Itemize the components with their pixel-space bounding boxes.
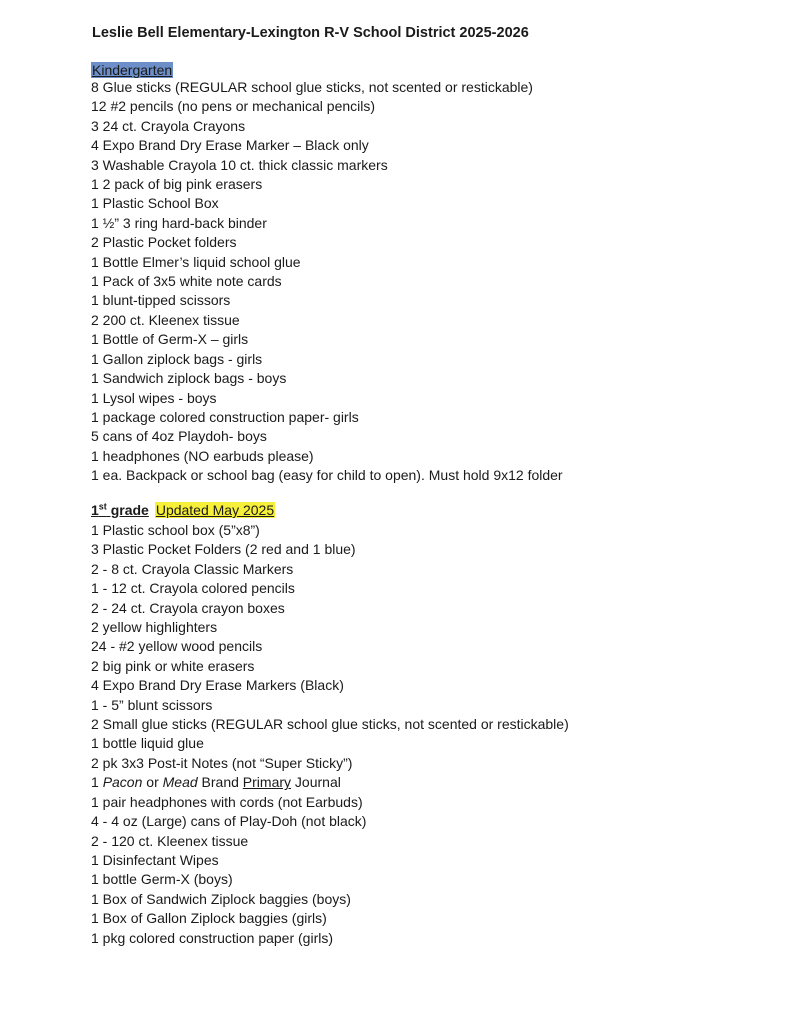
list-item: 1 blunt-tipped scissors (91, 292, 231, 309)
list-item: 1 Sandwich ziplock bags - boys (91, 370, 287, 387)
list-item: 3 24 ct. Crayola Crayons (91, 117, 246, 134)
document-title: Leslie Bell Elementary-Lexington R-V School District 2025-2026 (92, 25, 529, 41)
list-item: 1 - 12 ct. Crayola colored pencils (91, 580, 295, 597)
kindergarten-heading (91, 61, 173, 79)
list-item: 2 200 ct. Kleenex tissue (91, 311, 240, 328)
first-grade-heading (91, 501, 275, 520)
list-item: 1 Lysol wipes - boys (91, 389, 217, 406)
list-item: 1 headphones (NO earbuds please) (91, 447, 314, 464)
list-item: 4 Expo Brand Dry Erase Markers (Black) (91, 677, 344, 694)
list-item: 1 package colored construction paper- girls (91, 408, 359, 425)
list-item: 3 Plastic Pocket Folders (2 red and 1 blue) (91, 541, 356, 558)
list-item: 1 Box of Sandwich Ziplock baggies (boys) (91, 890, 351, 907)
list-item: 1 Box of Gallon Ziplock baggies (girls) (91, 910, 327, 927)
list-item: 1 Bottle of Germ-X – girls (91, 331, 249, 348)
list-item: 1 ea. Backpack or school bag (easy for child to open). Must hold 9x12 folder (91, 467, 563, 484)
list-item: 1 Plastic School Box (91, 195, 219, 212)
list-item: 1 pkg colored construction paper (girls) (91, 929, 334, 946)
list-item: 8 Glue sticks (REGULAR school glue sticks, not scented or restickable) (91, 79, 533, 95)
list-item: 1 Pack of 3x5 white note cards (91, 273, 282, 290)
list-item: 2 - 8 ct. Crayola Classic Markers (91, 560, 294, 577)
list-item: 1 2 pack of big pink erasers (91, 176, 263, 193)
list-item: 4 - 4 oz (Large) cans of Play-Doh (not black) (91, 813, 367, 830)
list-item: 1 Bottle Elmer’s liquid school glue (91, 253, 301, 270)
list-item: 3 Washable Crayola 10 ct. thick classic markers (91, 156, 388, 173)
list-item: 1 Gallon ziplock bags - girls (91, 350, 263, 367)
list-item: 4 Expo Brand Dry Erase Marker – Black only (91, 137, 369, 154)
list-item: 2 pk 3x3 Post-it Notes (not “Super Sticky”) (91, 754, 353, 771)
list-item: 2 Small glue sticks (REGULAR school glue sticks, not scented or restickable) (91, 716, 569, 733)
first-grade-label: 1st grade (91, 501, 149, 518)
list-item: 2 Plastic Pocket folders (91, 234, 237, 251)
list-item: 1 ½” 3 ring hard-back binder (91, 214, 267, 231)
list-item: 2 yellow highlighters (91, 619, 218, 636)
first-grade-list (91, 521, 569, 948)
list-item: 24 - #2 yellow wood pencils (91, 638, 263, 655)
list-item: 1 pair headphones with cords (not Earbuds) (91, 793, 363, 810)
list-item: 1 Plastic school box (5”x8”) (91, 522, 260, 538)
kindergarten-heading-highlight: Kindergarten (92, 62, 173, 78)
list-item: 1 bottle Germ-X (boys) (91, 871, 233, 888)
list-item: 12 #2 pencils (no pens or mechanical pencils) (91, 98, 376, 115)
list-item: 2 - 24 ct. Crayola crayon boxes (91, 599, 285, 616)
list-item: 2 - 120 ct. Kleenex tissue (91, 832, 249, 849)
updated-badge: Updated May 2025 (155, 502, 275, 518)
list-item: 5 cans of 4oz Playdoh- boys (91, 428, 267, 445)
list-item: 1 - 5” blunt scissors (91, 696, 213, 713)
list-item: 1 bottle liquid glue (91, 735, 204, 752)
list-item: 1 Disinfectant Wipes (91, 851, 219, 868)
kindergarten-list (91, 78, 563, 486)
list-item: 2 big pink or white erasers (91, 657, 255, 674)
journal-item: 1 Pacon or Mead Brand Primary Journal (91, 774, 341, 791)
